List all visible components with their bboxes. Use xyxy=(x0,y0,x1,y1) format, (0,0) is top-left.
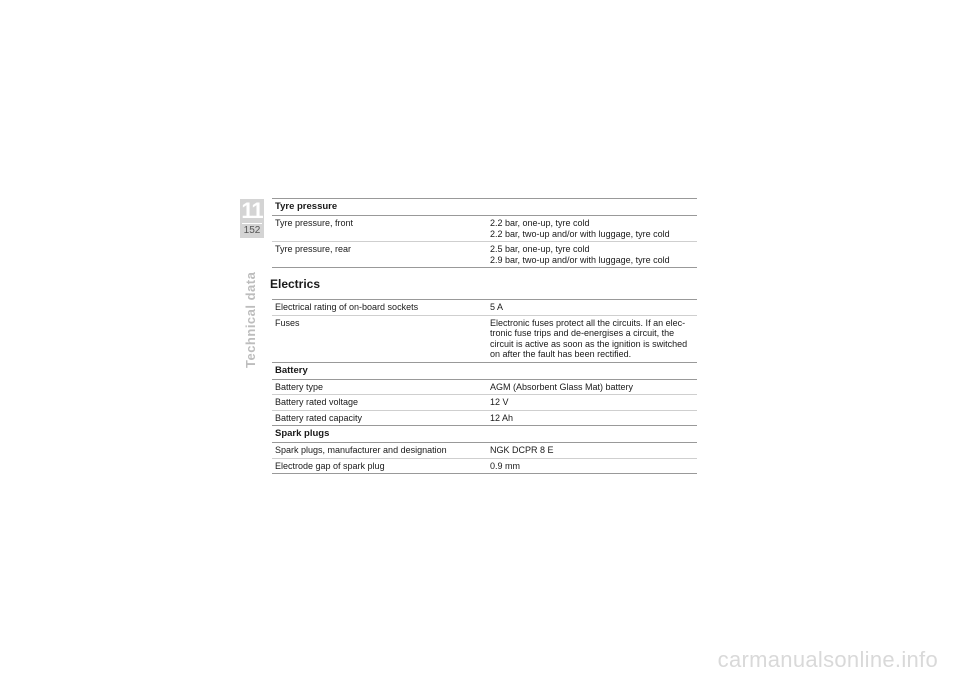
spec-value: 12 Ah xyxy=(490,412,514,423)
tyre-pressure-title: Tyre pressure xyxy=(272,199,697,216)
table-row xyxy=(272,242,697,267)
spec-value-line: 5 A xyxy=(490,302,504,312)
table-row xyxy=(272,316,697,363)
spec-label: Battery rated capacity xyxy=(275,412,363,423)
spec-value-line: tronic fuse trips and de-energises a circuit, the xyxy=(490,328,675,338)
spec-value: 0.9 mm xyxy=(490,460,521,471)
table-row xyxy=(272,443,697,459)
spec-label: Spark plugs, manufacturer and designation xyxy=(275,445,447,455)
table-row xyxy=(272,459,697,474)
chapter-side-title: Technical data xyxy=(243,271,258,368)
table-row xyxy=(272,300,697,316)
spec-value-line: 2.9 bar, two-up and/or with luggage, tyre cold xyxy=(490,254,670,265)
page-number: 152 xyxy=(243,225,261,236)
tyre-pressure-table xyxy=(272,198,697,268)
spec-label: Fuses xyxy=(275,317,300,328)
chapter-divider xyxy=(242,223,262,224)
chapter-number: 11 xyxy=(241,198,263,223)
spec-value-line: circuit is active as soon as the ignition is switched xyxy=(490,338,688,349)
spec-content xyxy=(272,198,697,474)
spec-label: Tyre pressure, rear xyxy=(275,244,352,254)
spec-value-line: 2.5 bar, one-up, tyre cold xyxy=(490,244,590,254)
battery-title: Battery xyxy=(272,363,697,380)
watermark: carmanualsonline.info xyxy=(717,647,938,672)
spec-value xyxy=(486,244,697,265)
table-row xyxy=(272,216,697,242)
spec-value xyxy=(486,318,697,360)
spec-value-line: on after the fault has been rectified. xyxy=(490,349,632,359)
spec-label: Battery type xyxy=(275,381,324,392)
spec-value xyxy=(486,218,697,239)
spec-value-line: 2.2 bar, one-up, tyre cold xyxy=(490,218,590,228)
spec-value-line: Electronic fuses protect all the circuits. If an elec- xyxy=(490,317,686,328)
spec-value: NGK DCPR 8 E xyxy=(490,445,554,455)
spec-label: Tyre pressure, front xyxy=(275,218,354,228)
spec-value: 12 V xyxy=(490,397,509,407)
spec-label: Electrode gap of spark plug xyxy=(275,460,385,471)
table-row xyxy=(272,380,697,396)
spec-value xyxy=(486,302,697,313)
electrics-heading: Electrics xyxy=(270,277,321,291)
table-row xyxy=(272,395,697,411)
spec-value: AGM (Absorbent Glass Mat) battery xyxy=(490,381,634,392)
table-row xyxy=(272,411,697,427)
spec-label: Electrical rating of on-board sockets xyxy=(275,302,419,312)
chapter-tab xyxy=(240,199,264,238)
spark-plugs-title: Spark plugs xyxy=(272,426,697,443)
spec-label: Battery rated voltage xyxy=(275,397,359,407)
electrics-table xyxy=(272,299,697,474)
spec-value-line: 2.2 bar, two-up and/or with luggage, tyre cold xyxy=(490,228,670,239)
